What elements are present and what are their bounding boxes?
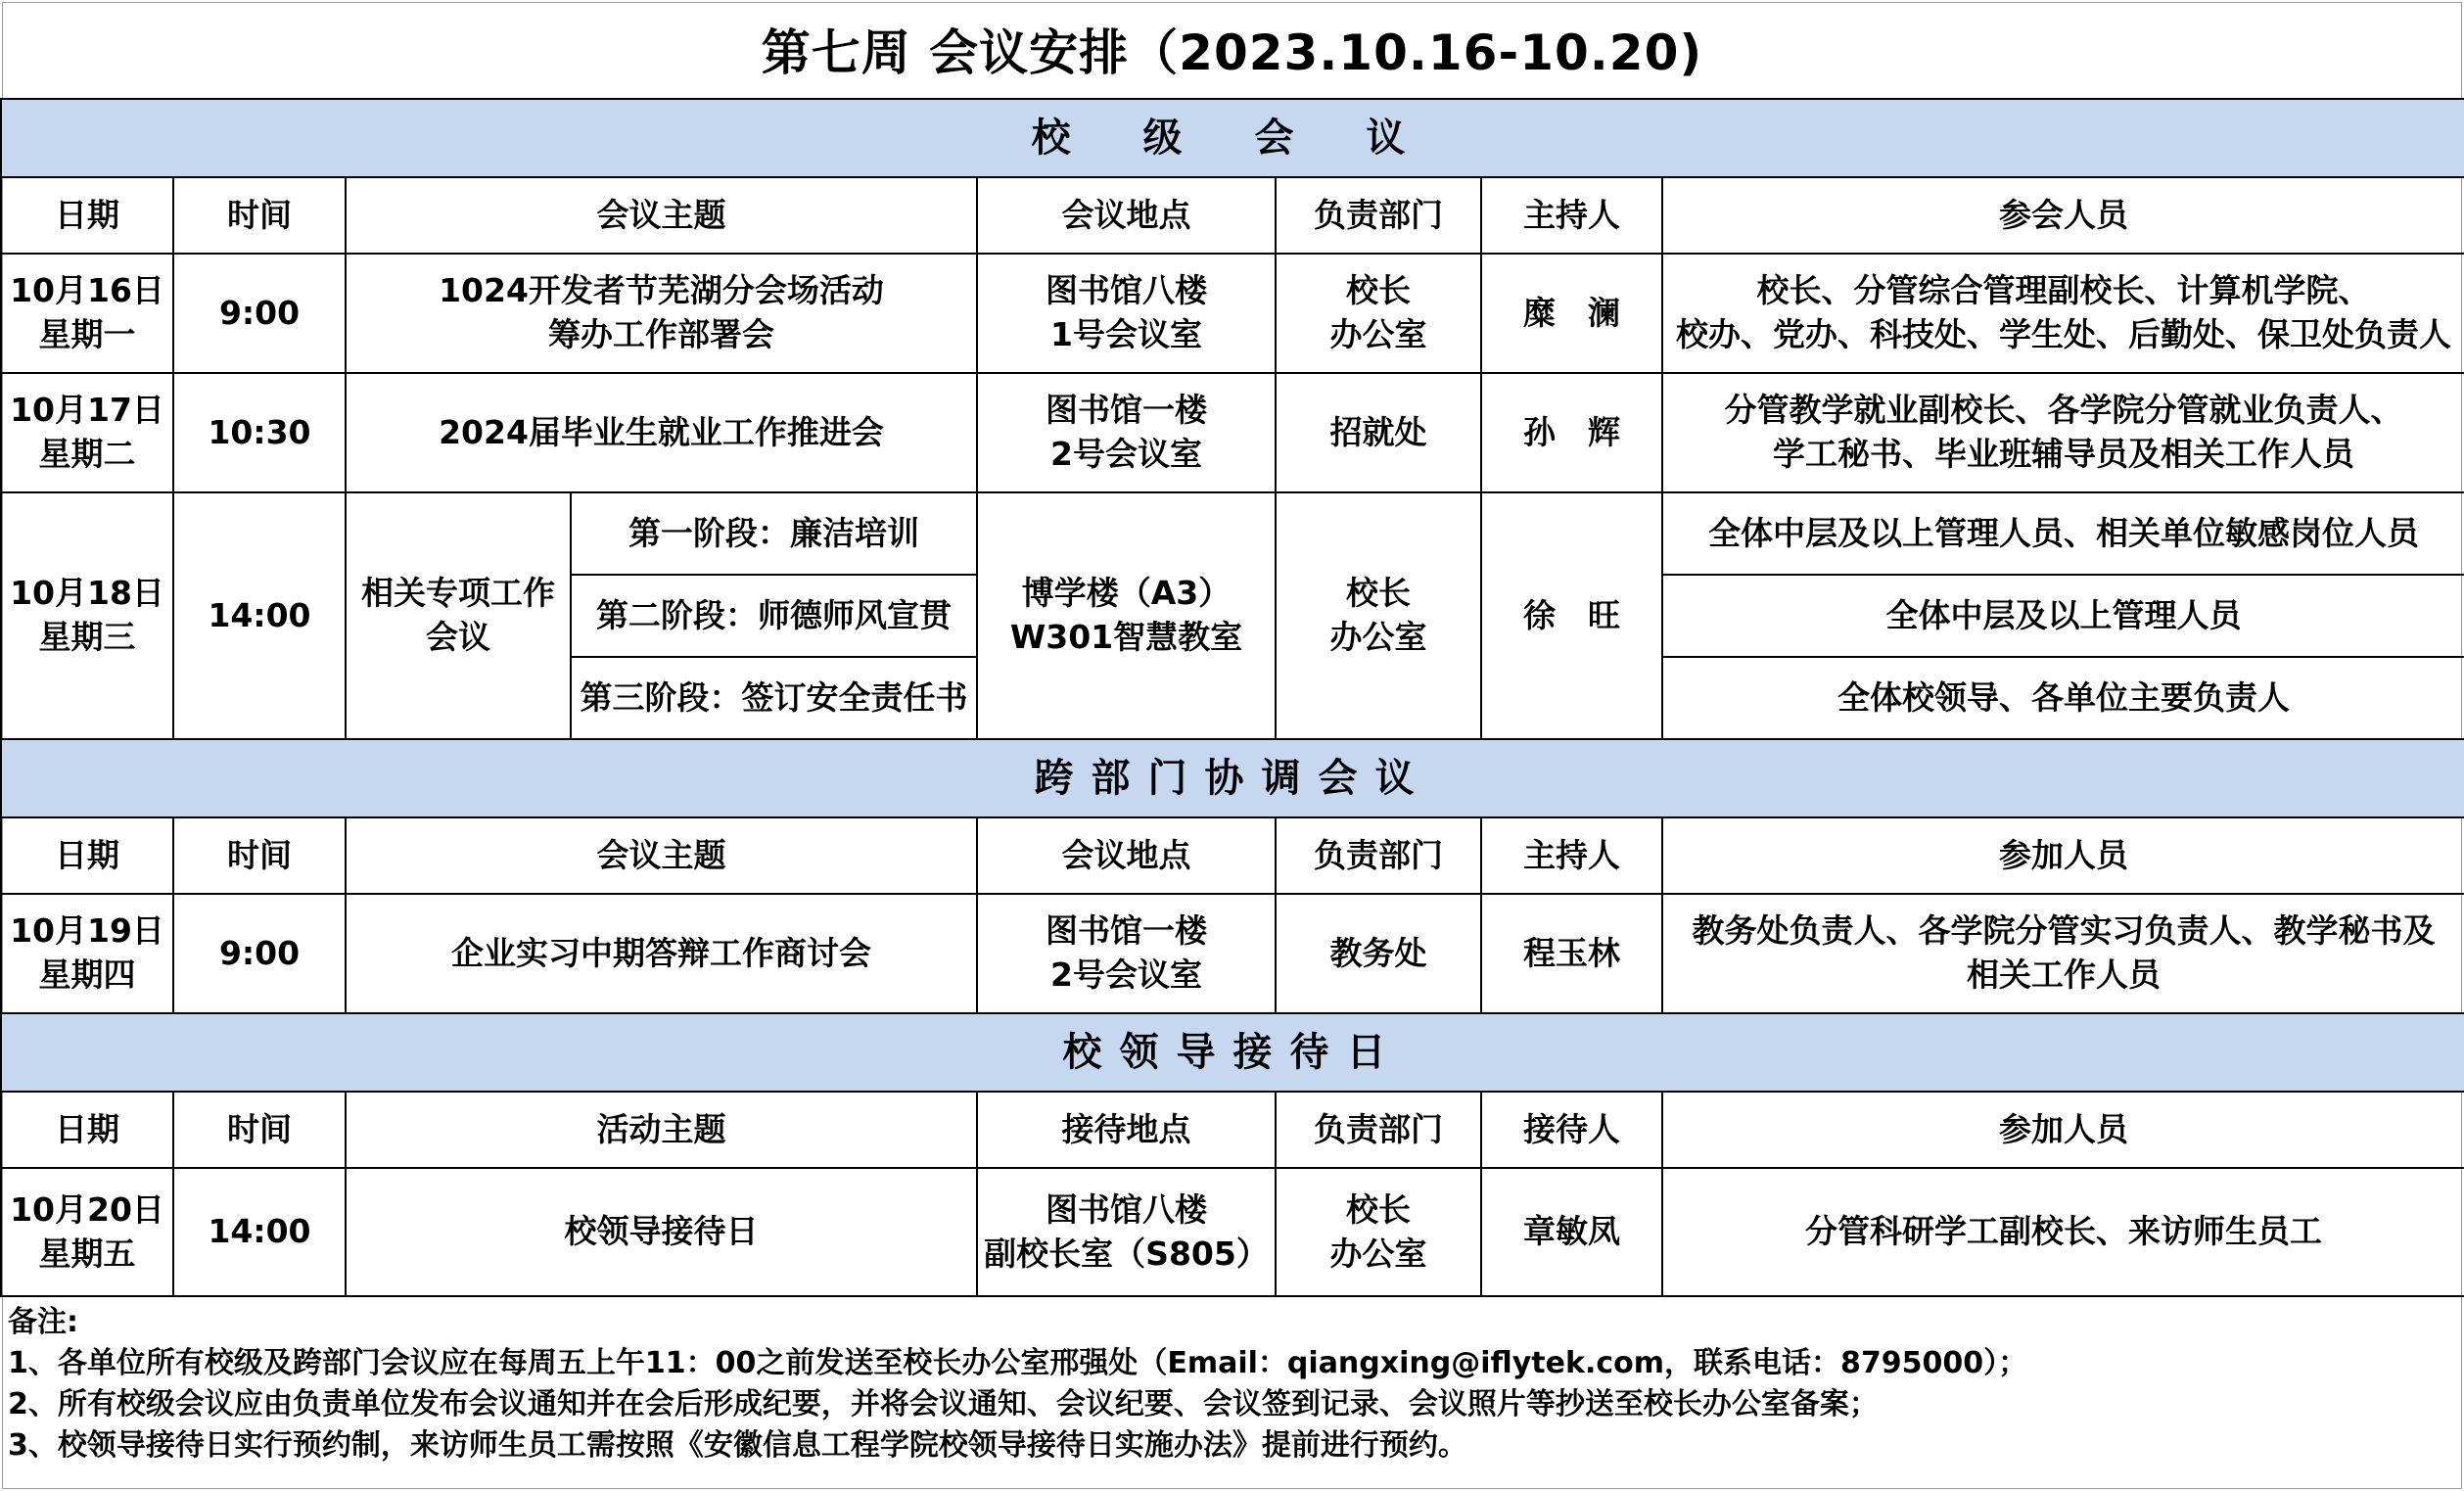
cell-place: 图书馆八楼 副校长室（S805）	[977, 1168, 1276, 1296]
header-date: 日期	[1, 177, 173, 254]
section-title: 跨部门协调会议	[1034, 756, 1432, 801]
cell-time: 9:00	[173, 894, 346, 1013]
cell-dept: 招就处	[1276, 373, 1481, 492]
cell-topic: 企业实习中期答辩工作商讨会	[346, 894, 977, 1013]
header-time: 时间	[173, 177, 346, 254]
notes-block	[8, 1302, 2455, 1467]
cell-stage: 第一阶段：廉洁培训	[571, 492, 977, 575]
table-row	[1, 373, 2464, 492]
section-header-cross	[1, 739, 2464, 817]
cell-topic: 校领导接待日	[346, 1168, 977, 1296]
header-host: 主持人	[1481, 817, 1662, 894]
header-topic: 会议主题	[346, 817, 977, 894]
header-date: 日期	[1, 1092, 173, 1168]
cell-host: 程玉林	[1481, 894, 1662, 1013]
cell-dept: 校长 办公室	[1276, 1168, 1481, 1296]
cell-place: 图书馆八楼 1号会议室	[977, 254, 1276, 373]
header-attendees: 参加人员	[1662, 1092, 2464, 1168]
table-header-row	[1, 817, 2464, 894]
cell-time: 14:00	[173, 1168, 346, 1296]
section-title: 校 级 会 议	[1031, 116, 1435, 161]
notes-label: 备注:	[8, 1305, 78, 1339]
cell-time: 9:00	[173, 254, 346, 373]
header-place: 接待地点	[977, 1092, 1276, 1168]
cell-attendees: 分管教学就业副校长、各学院分管就业负责人、 学工秘书、毕业班辅导员及相关工作人员	[1662, 373, 2464, 492]
table-header-row	[1, 177, 2464, 254]
schedule-table	[0, 98, 2464, 1297]
header-dept: 负责部门	[1276, 1092, 1481, 1168]
cell-place: 博学楼（A3） W301智慧教室	[977, 492, 1276, 739]
cell-dept: 教务处	[1276, 894, 1481, 1013]
table-row	[1, 492, 2464, 575]
cell-date: 10月18日 星期三	[1, 492, 173, 739]
page-title: 第七周 会议安排（2023.10.16-10.20)	[761, 24, 1703, 81]
cell-attendees: 教务处负责人、各学院分管实习负责人、教学秘书及 相关工作人员	[1662, 894, 2464, 1013]
section-title: 校领导接待日	[1062, 1030, 1404, 1075]
header-place: 会议地点	[977, 817, 1276, 894]
cell-host: 徐 旺	[1481, 492, 1662, 739]
header-dept: 负责部门	[1276, 817, 1481, 894]
header-topic: 会议主题	[346, 177, 977, 254]
cell-attendees: 分管科研学工副校长、来访师生员工	[1662, 1168, 2464, 1296]
cell-dept: 校长 办公室	[1276, 492, 1481, 739]
cell-topic: 相关专项工作 会议	[346, 492, 571, 739]
cell-dept: 校长 办公室	[1276, 254, 1481, 373]
note-item: 1、各单位所有校级及跨部门会议应在每周五上午11：00之前发送至校长办公室邢强处（Email：qiangxing@iflytek.com，联系电话：8795000）；	[8, 1346, 2028, 1380]
header-dept: 负责部门	[1276, 177, 1481, 254]
cell-date: 10月16日 星期一	[1, 254, 173, 373]
header-host: 接待人	[1481, 1092, 1662, 1168]
cell-time: 10:30	[173, 373, 346, 492]
header-host: 主持人	[1481, 177, 1662, 254]
cell-topic: 2024届毕业生就业工作推进会	[346, 373, 977, 492]
table-row	[1, 894, 2464, 1013]
section-header-reception	[1, 1013, 2464, 1092]
cell-topic: 1024开发者节芜湖分会场活动 筹办工作部署会	[346, 254, 977, 373]
cell-attendees: 全体中层及以上管理人员	[1662, 575, 2464, 657]
cell-place: 图书馆一楼 2号会议室	[977, 894, 1276, 1013]
cell-stage: 第二阶段：师德师风宣贯	[571, 575, 977, 657]
cell-attendees: 全体中层及以上管理人员、相关单位敏感岗位人员	[1662, 492, 2464, 575]
cell-date: 10月20日 星期五	[1, 1168, 173, 1296]
table-header-row	[1, 1092, 2464, 1168]
cell-attendees: 全体校领导、各单位主要负责人	[1662, 657, 2464, 739]
cell-host: 章敏凤	[1481, 1168, 1662, 1296]
header-date: 日期	[1, 817, 173, 894]
header-attendees: 参会人员	[1662, 177, 2464, 254]
cell-host: 孙 辉	[1481, 373, 1662, 492]
header-time: 时间	[173, 817, 346, 894]
header-time: 时间	[173, 1092, 346, 1168]
header-attendees: 参加人员	[1662, 817, 2464, 894]
cell-place: 图书馆一楼 2号会议室	[977, 373, 1276, 492]
table-row	[1, 254, 2464, 373]
cell-time: 14:00	[173, 492, 346, 739]
cell-stage: 第三阶段：签订安全责任书	[571, 657, 977, 739]
header-topic: 活动主题	[346, 1092, 977, 1168]
note-item: 2、所有校级会议应由负责单位发布会议通知并在会后形成纪要，并将会议通知、会议纪要、会议签到记录、会议照片等抄送至校长办公室备案；	[8, 1387, 1879, 1421]
cell-host: 糜 澜	[1481, 254, 1662, 373]
table-row	[1, 1168, 2464, 1296]
cell-attendees: 校长、分管综合管理副校长、计算机学院、 校办、党办、科技处、学生处、后勤处、保卫处负责人	[1662, 254, 2464, 373]
cell-date: 10月19日 星期四	[1, 894, 173, 1013]
section-header-school	[1, 99, 2464, 177]
header-place: 会议地点	[977, 177, 1276, 254]
note-item: 3、校领导接待日实行预约制，来访师生员工需按照《安徽信息工程学院校领导接待日实施办法》提前进行预约。	[8, 1428, 1467, 1463]
cell-date: 10月17日 星期二	[1, 373, 173, 492]
